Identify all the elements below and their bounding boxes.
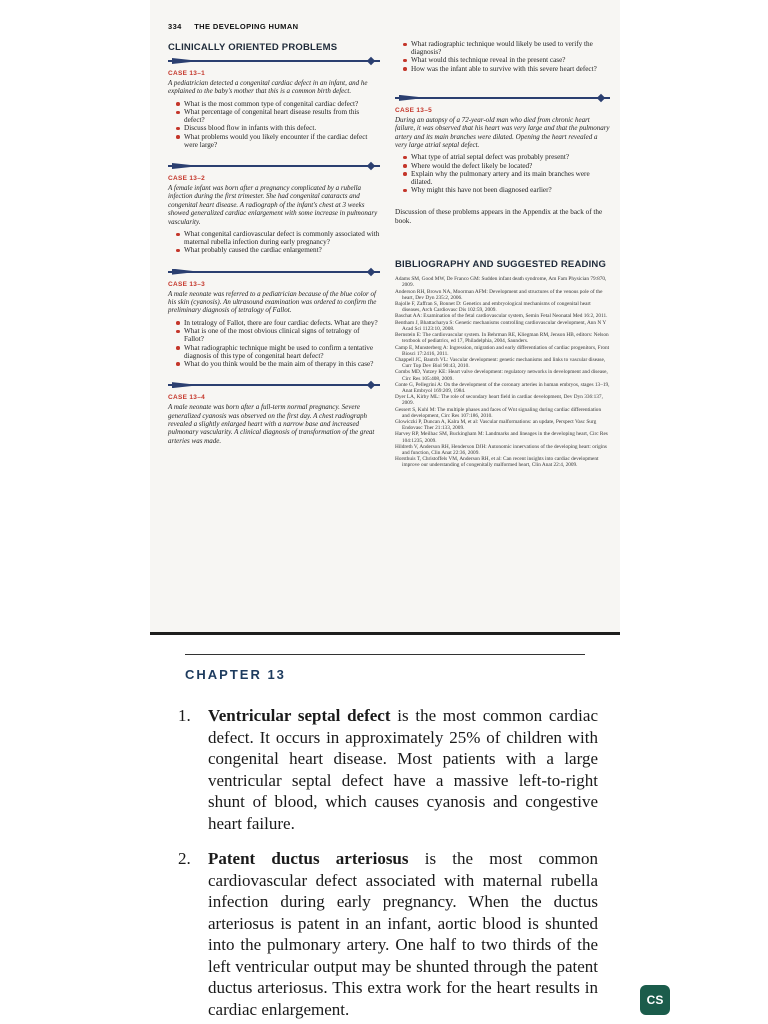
case-text: During an autopsy of a 72-year-old man who died from chronic heart failure, it was observed that his heart was very large and that the pulmonary artery and its main branches were dilated. Opening the heart revealed a very large atrial septal defect.: [395, 115, 610, 150]
case-text: A male neonate was born after a full-term normal pregnancy. Severe generalized cyanosis was observed on the first day. A chest radiograph revealed a slightly enlarged heart with a narrow base and increased pulmonary vascularity. A clinical diagnosis of transformation of the great arteries was made.: [168, 403, 375, 445]
case-label: CASE 13–2: [168, 175, 206, 183]
answer-item: [178, 848, 598, 1020]
answer-explanation: is the most common cardiac defect. It occurs in approximately 25% of children with congenital heart disease. Most patients with a large ventricular septal defect have a massive left-to-right shunt of blood, which causes cyanosis and congestive heart failure.: [208, 706, 598, 833]
case-block: [168, 58, 380, 149]
answers-section: [150, 635, 620, 1019]
bibliography-entry: Bentham J, Bhattacharya S: Genetic mechanisms controlling cardiovascular development, Ann N Y Acad Sci 1123:10, 2008.: [395, 319, 606, 332]
case-block: [168, 269, 380, 368]
page-number: 334: [168, 22, 182, 31]
bibliography-entry: Anderson RH, Brown NA, Moorman AFM: Development and structures of the venous pole of the heart, Dev Dyn 235:2, 2006.: [395, 288, 603, 301]
answer-item: [178, 705, 598, 834]
right-column: [395, 40, 610, 469]
case-block: [168, 163, 380, 255]
question-item: What is one of the most obvious clinical signs of tetralogy of Fallot?: [176, 327, 380, 343]
bibliography-entry: Combs MD, Yutzey KE: Heart valve development: regulatory networks in development and disease, Circ Res 105:408, 2009.: [395, 369, 608, 382]
case-label: CASE 13–4: [168, 394, 206, 402]
bibliography-entry: Bajolle F, Zaffran S, Bonnet D: Genetics and embryological mechanisms of congenital heart diseases, Arch Cardiovasc Dis 102:59, 2009.: [395, 301, 591, 314]
case-questions: [176, 230, 380, 255]
answer-term: Ventricular septal defect: [208, 706, 391, 725]
bibliography-entry: Chappell JC, Bautch VL: Vascular development: genetic mechanisms and links to vascular disease, Curr Top Dev Biol 90:43, 2010.: [395, 356, 606, 370]
answer-text: [208, 705, 598, 834]
question-item: How was the infant able to survive with this severe heart defect?: [403, 65, 610, 73]
camscanner-logo: CS: [640, 985, 670, 1015]
question-item: Why might this have not been diagnosed earlier?: [403, 186, 610, 194]
question-item: In tetralogy of Fallot, there are four cardiac defects. What are they?: [176, 319, 380, 327]
bibliography-entry: Bernstein E: The cardiovascular system. In Behrman RE, Kliegman RM, Jenson HB, editors: Nelson textbook of pediatrics, ed 17, Philadelphia, 2004, Saunders.: [395, 332, 609, 345]
bibliography-entry: Adams SM, Good MW, De Franco GM: Sudden infant death syndrome, Am Fam Physician 79:870, 2009.: [395, 276, 607, 289]
section-title: CLINICALLY ORIENTED PROBLEMS: [168, 42, 338, 53]
case-block: [395, 95, 610, 195]
bibliography-entry: Hildreth V, Anderson RH, Henderson DJH: Autonomic innervations of the developing heart: origins and function, Clin Anat 22:36, 2009.: [395, 443, 607, 456]
bibliography-entry: Harvey RP, Meilhac SM, Buckingham M: Landmarks and lineages in the developing heart, Circ Res 104:1235, 2009.: [395, 431, 608, 444]
case-questions: [403, 153, 610, 194]
scanned-book-page: [150, 0, 620, 632]
bibliography-entry: Conte G, Pellegrini A: On the development of the coronary arteries in human embryos, stages 13–19, Anat Embryol 169:209, 1984.: [395, 381, 610, 394]
question-item: Explain why the pulmonary artery and its main branches were dilated.: [403, 170, 610, 186]
running-head-title: THE DEVELOPING HUMAN: [194, 22, 299, 31]
case-questions: [176, 100, 380, 149]
question-item: What percentage of congenital heart disease results from this defect?: [176, 108, 380, 124]
left-column: [168, 42, 380, 459]
chapter-rule: [185, 654, 585, 655]
question-item: Where would the defect likely be located?: [403, 162, 610, 170]
question-item: What congenital cardiovascular defect is commonly associated with maternal rubella infection during early pregnancy?: [176, 230, 380, 246]
bibliography-list: [395, 276, 610, 468]
bibliography-entry: Glowiczki P, Duncan A, Kalra M, et al: Vascular malformations: an update, Perspect Vasc Surg Endovasc Ther 21:133, 2009.: [395, 418, 597, 432]
case-questions: [176, 319, 380, 368]
answer-list: [178, 705, 598, 1024]
answer-text: [208, 848, 598, 1020]
question-item: What radiographic technique would likely be used to verify the diagnosis?: [403, 40, 610, 56]
case-label: CASE 13–3: [168, 280, 206, 288]
question-item: What do you think would be the main aim of therapy in this case?: [176, 360, 380, 368]
case-text: A female infant was born after a pregnancy complicated by a rubella infection during the first trimester. She had congenital cataracts and congenital heart disease. A radiograph of the infant's chest at 3 weeks showed generalized cardiac enlargement with some increase in pulmonary vascularity.: [168, 184, 378, 226]
bibliography-entry: Gessert S, Kuhl M: The multiple phases and faces of Wnt signaling during cardiac differentiation and development, Circ Res 107:186, 2010.: [395, 406, 602, 419]
question-item: Discuss blood flow in infants with this defect.: [176, 124, 380, 132]
question-item: What probably caused the cardiac enlargement?: [176, 246, 380, 254]
bibliography-entry: Dyer LA, Kirby ML: The role of secondary heart field in cardiac development, Dev Dyn 336:137, 2009.: [395, 394, 603, 407]
case-divider: [168, 163, 380, 169]
answer-number: 1.: [178, 706, 191, 725]
question-item: What problems would you likely encounter if the cardiac defect were large?: [176, 133, 380, 149]
answer-explanation: is the most common cardiovascular defect associated with maternal rubella infection during early pregnancy. When the ductus arteriosus is patent in an infant, aortic blood is shunted into the pulmonary artery. One half to two thirds of the left ventricular output may be shunted through the patent ductus arteriosus. This extra work for the heart results in cardiac enlargement.: [208, 849, 598, 1019]
question-item: What type of atrial septal defect was probably present?: [403, 153, 610, 161]
answer-number: 2.: [178, 849, 191, 868]
bibliography-title: BIBLIOGRAPHY AND SUGGESTED READING: [395, 259, 607, 271]
case-divider: [395, 95, 610, 101]
chapter-heading: CHAPTER 13: [185, 667, 286, 682]
answer-term: Patent ductus arteriosus: [208, 849, 409, 868]
case-divider: [168, 269, 380, 275]
case-text: A male neonate was referred to a pediatrician because of the blue color of his skin (cyanosis). An ultrasound examination was ordered to confirm the preliminary diagnosis of tetralogy of Fallot.: [168, 289, 377, 315]
bibliography-entry: Baschat AA: Examination of the fetal cardiovascular system, Semin Fetal Neonatal Med 16:2, 2011.: [395, 313, 608, 320]
case-block: [168, 382, 380, 445]
question-item: What would this technique reveal in the present case?: [403, 56, 610, 64]
case-divider: [168, 382, 380, 388]
case-text: A pediatrician detected a congenital cardiac defect in an infant, and he explained to the baby's mother that this is a common birth defect.: [168, 79, 368, 96]
case-label: CASE 13–5: [395, 106, 433, 114]
running-head: [168, 22, 298, 31]
case-divider: [168, 58, 380, 64]
question-item: What is the most common type of congenital cardiac defect?: [176, 100, 380, 108]
case-questions: [403, 40, 610, 73]
bibliography-entry: Horsthuis T, Christoffels VM, Anderson RH, et al: Can recent insights into cardiac development improve our understanding of congenitally malformed heart, Clin Anat 22:4, 2009.: [395, 456, 599, 469]
case-label: CASE 13–1: [168, 70, 206, 77]
discussion-note: Discussion of these problems appears in the Appendix at the back of the book.: [395, 208, 603, 225]
bibliography-entry: Camp E, Munsterberg A: Ingression, migration and early differentiation of cardiac progenitors, Front Biosci 17:2416, 2011.: [395, 344, 610, 357]
question-item: What radiographic technique might be used to confirm a tentative diagnosis of this type of congenital heart defect?: [176, 344, 380, 360]
